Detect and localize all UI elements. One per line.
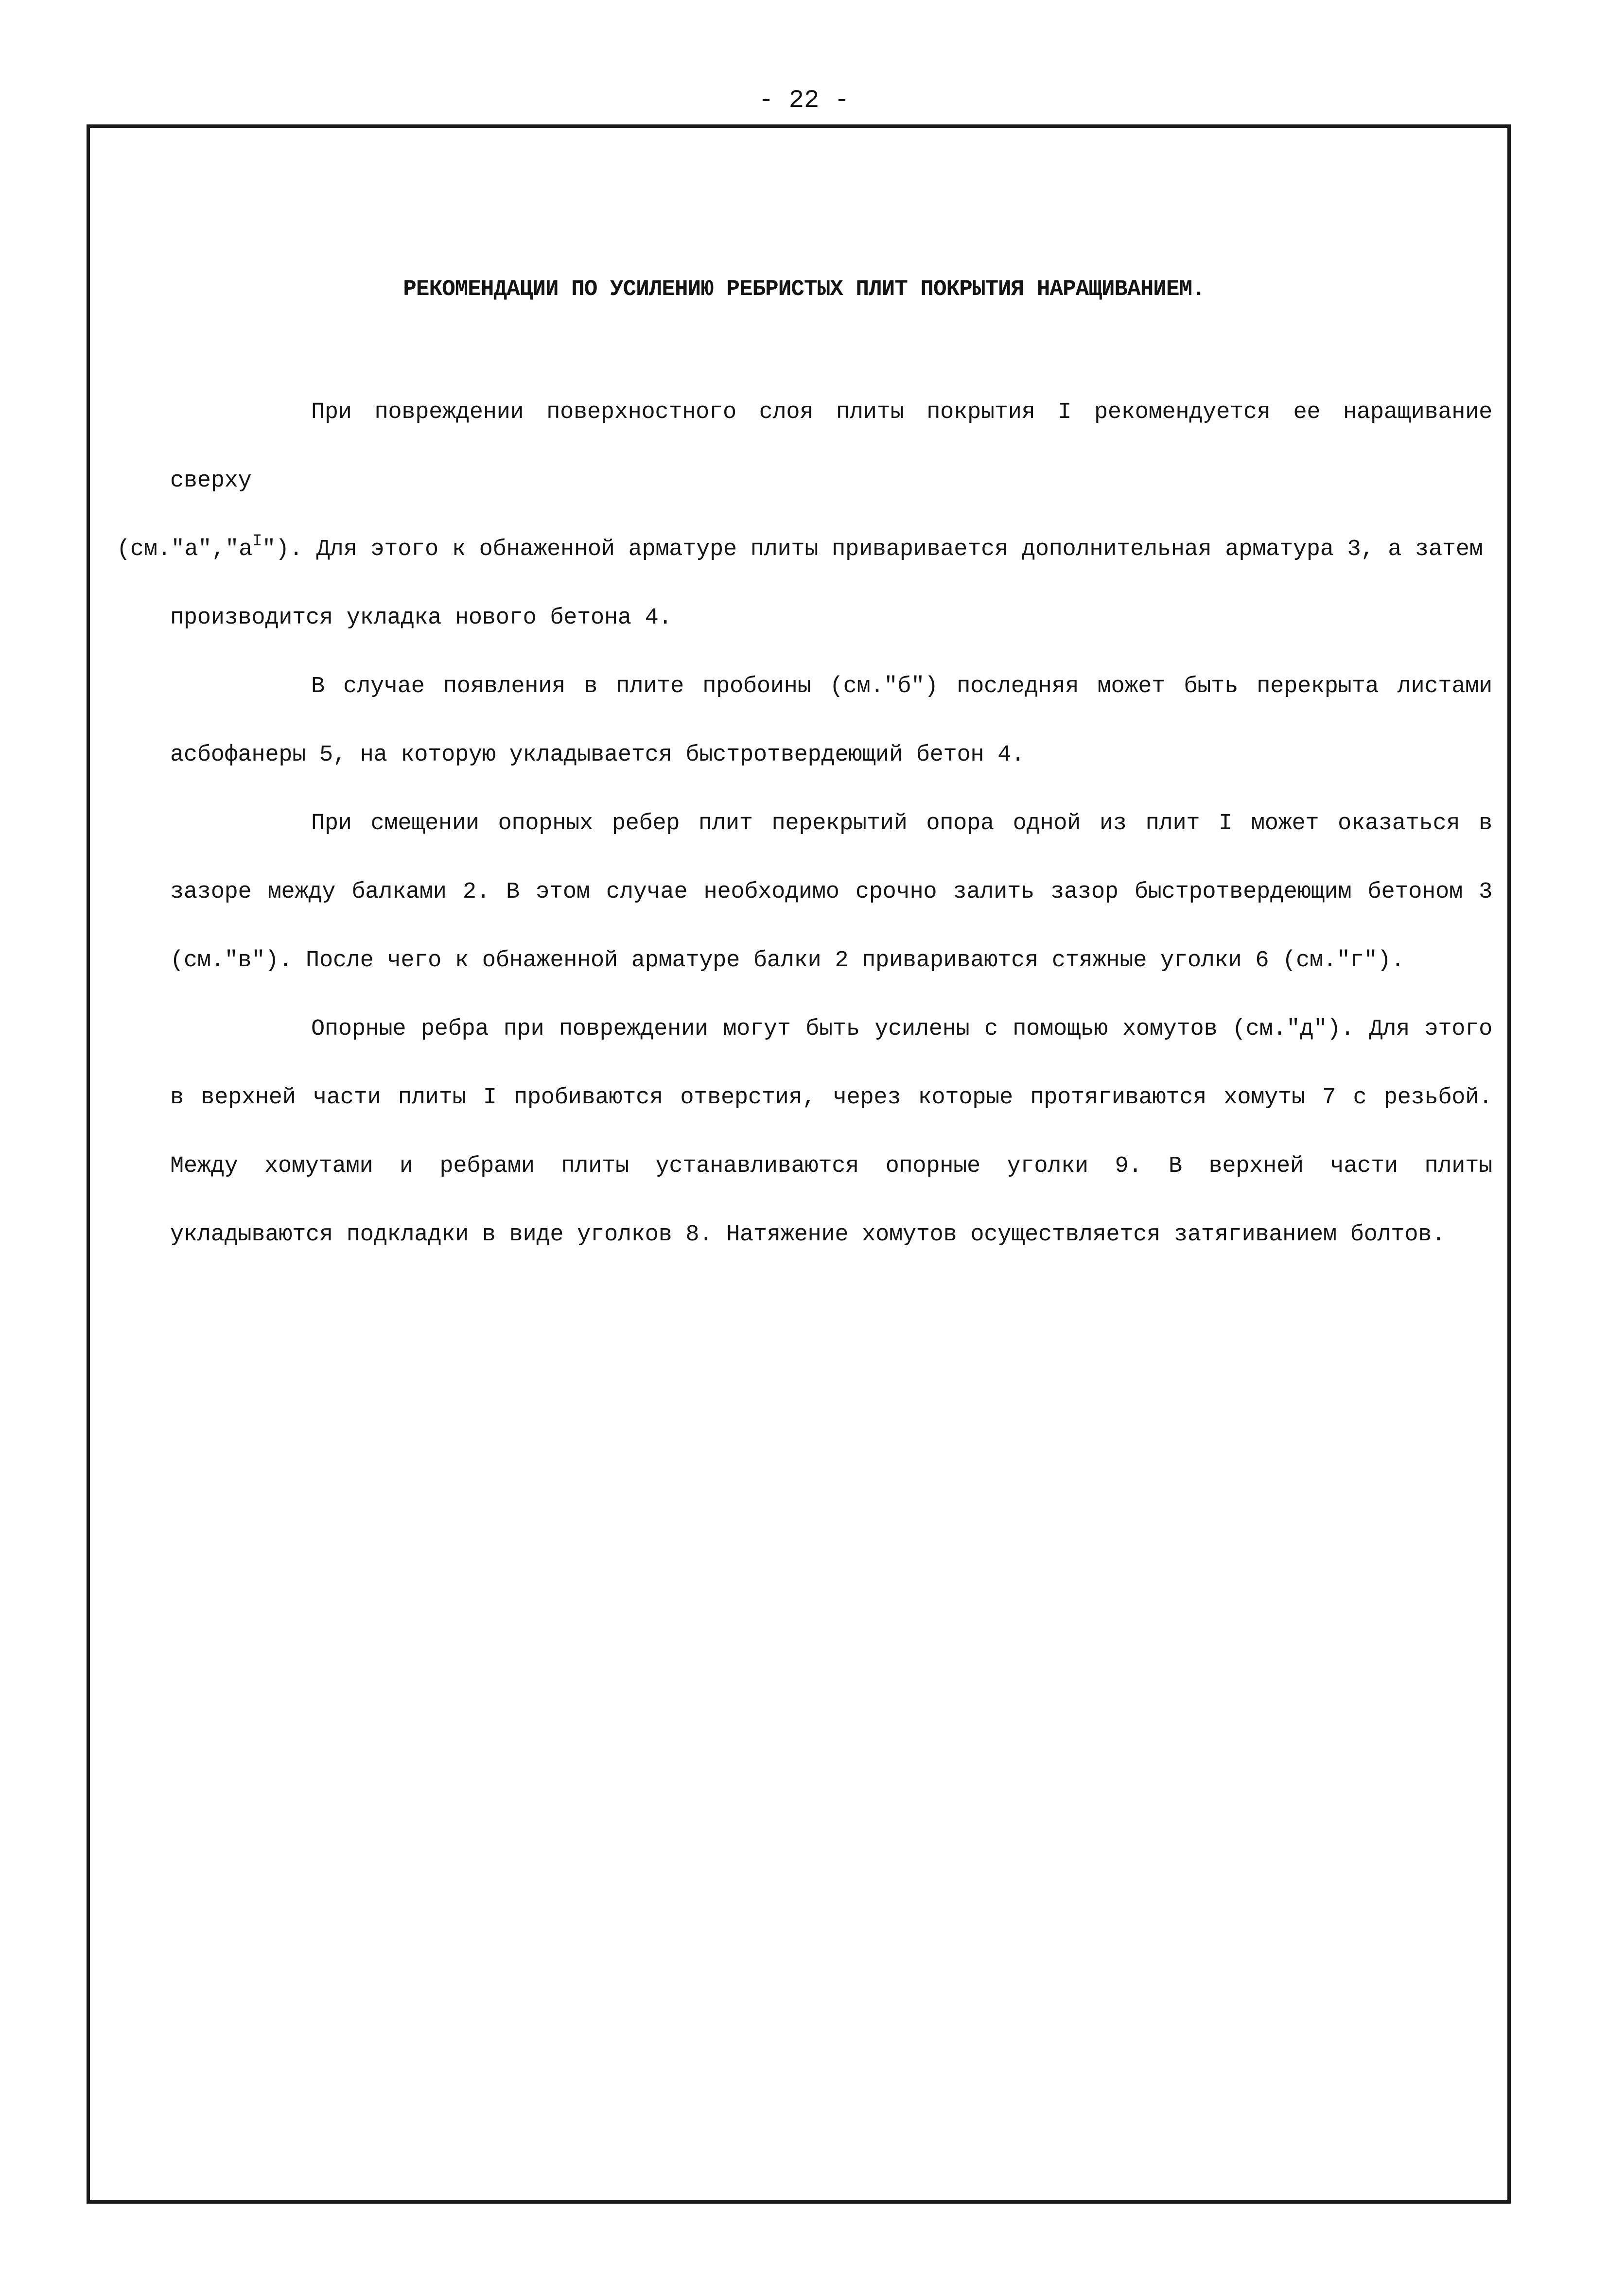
document-title: РЕКОМЕНДАЦИИ ПО УСИЛЕНИЮ РЕБРИСТЫХ ПЛИТ ПОКРЫТИЯ НАРАЩИВАНИЕМ. (403, 277, 1205, 302)
document-body (117, 378, 1492, 1269)
paragraph-1 (117, 378, 1492, 652)
paragraph-1-line-2-start: (см."а","а (117, 537, 253, 562)
paragraph-1-line-2-rest: "). Для этого к обнаженной арматуре плиты приваривается дополнительная арматура 3, а затем (262, 537, 1483, 562)
paragraph-1-line-1: При повреждении поверхностного слоя плиты покрытия I рекомендуется ее наращивание сверху (170, 400, 1492, 494)
paragraph-1-line-3: производится укладка нового бетона 4. (170, 605, 672, 631)
paragraph-3: При смещении опорных ребер плит перекрытий опора одной из плит I может оказаться в зазоре между балками 2. В этом случае необходимо срочно залить зазор быстротвердеющим бетоном 3 (см."в"). После чего к обнаженной арматуре балки 2 привариваются стяжные уголки 6 (см."г"). (170, 811, 1492, 974)
paragraph-4: Опорные ребра при повреждении могут быть усилены с помощью хомутов (см."д"). Для этого в верхней части плиты I пробиваются отверстия, через которые протягиваются хомуты 7 с резьбой. Между хомутами и ребрами плиты устанавливаются опорные уголки 9. В верхней части плиты укладываются подкладки в виде уголков 8. Натяжение хомутов осуществляется затягиванием болтов. (170, 1016, 1492, 1248)
superscript-i: I (252, 532, 262, 551)
paragraph-2: В случае появления в плите пробоины (см."б") последняя может быть перекрыта листами асбофанеры 5, на которую укладывается быстротвердеющий бетон 4. (170, 674, 1492, 768)
page-number: - 22 - (758, 86, 850, 115)
